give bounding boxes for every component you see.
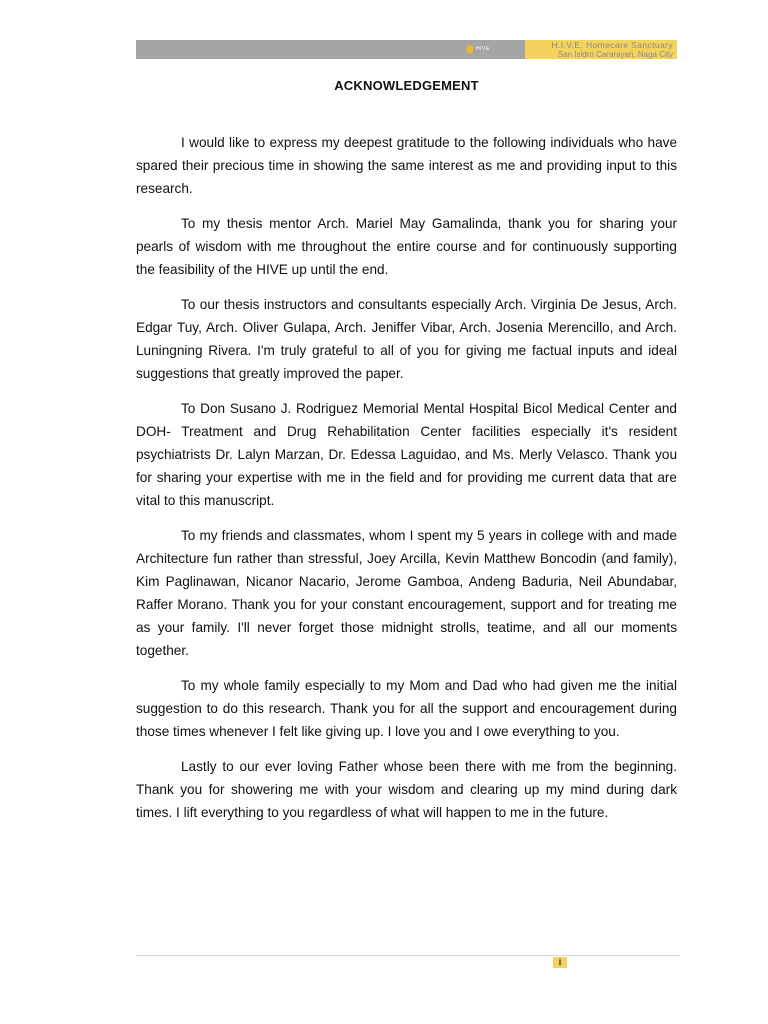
org-address: San Isidro Cararayan, Naga City xyxy=(557,50,673,59)
page-number: i xyxy=(553,957,567,968)
paragraph: Lastly to our ever loving Father whose been there with me from the beginning. Thank you for showering me with your wisdom and clearing up my mind during dark times. I lift everything to you regardless of what will happen to me in the future. xyxy=(136,759,677,820)
header-org-box xyxy=(525,40,677,59)
paragraph: I would like to express my deepest gratitude to the following individuals who have spared their precious time in showing the same interest as me and providing input to this research. xyxy=(136,135,677,196)
footer-divider xyxy=(136,955,680,956)
hexagon-icon xyxy=(466,45,474,53)
org-name: H.I.V.E. Homecare Sanctuary xyxy=(551,40,673,50)
paragraph: To my whole family especially to my Mom and Dad who had given me the initial suggestion to do this research. Thank you for all the support and encouragement during those times whenever I felt like giving up. I love you and I owe everything to you. xyxy=(136,678,677,739)
paragraph: To my friends and classmates, whom I spent my 5 years in college with and made Architecture fun rather than stressful, Joey Arcilla, Kevin Matthew Boncodin (and family), Kim Paglinawan, Nicanor Nacario, Jerome Gamboa, Andeng Baduria, Neil Abundabar, Raffer Morano. Thank you for your constant encouragement, support and for treating me as your family. I'll never forget those midnight strolls, teatime, and all our moments together. xyxy=(136,528,677,658)
paragraph: To Don Susano J. Rodriguez Memorial Mental Hospital Bicol Medical Center and DOH- Treatment and Drug Rehabilitation Center facilities especially it's resident psychiatrists Dr. Lalyn Marzan, Dr. Edessa Laguidao, and Ms. Merly Velasco. Thank you for sharing your expertise with me in the field and for providing me current data that are vital to this manuscript. xyxy=(136,401,677,508)
hive-logo xyxy=(466,44,496,54)
document-body xyxy=(136,131,677,836)
logo-mark: HIVE xyxy=(476,46,490,52)
page-title: ACKNOWLEDGEMENT xyxy=(334,78,479,93)
paragraph: To my thesis mentor Arch. Mariel May Gamalinda, thank you for sharing your pearls of wisdom with me throughout the entire course and for continuously supporting the feasibility of the HIVE up until the end. xyxy=(136,216,677,277)
paragraph: To our thesis instructors and consultants especially Arch. Virginia De Jesus, Arch. Edgar Tuy, Arch. Oliver Gulapa, Arch. Jeniffer Vibar, Arch. Josenia Merencillo, and Arch. Luningning Rivera. I'm truly grateful to all of you for giving me factual inputs and ideal suggestions that greatly improved the paper. xyxy=(136,297,677,381)
